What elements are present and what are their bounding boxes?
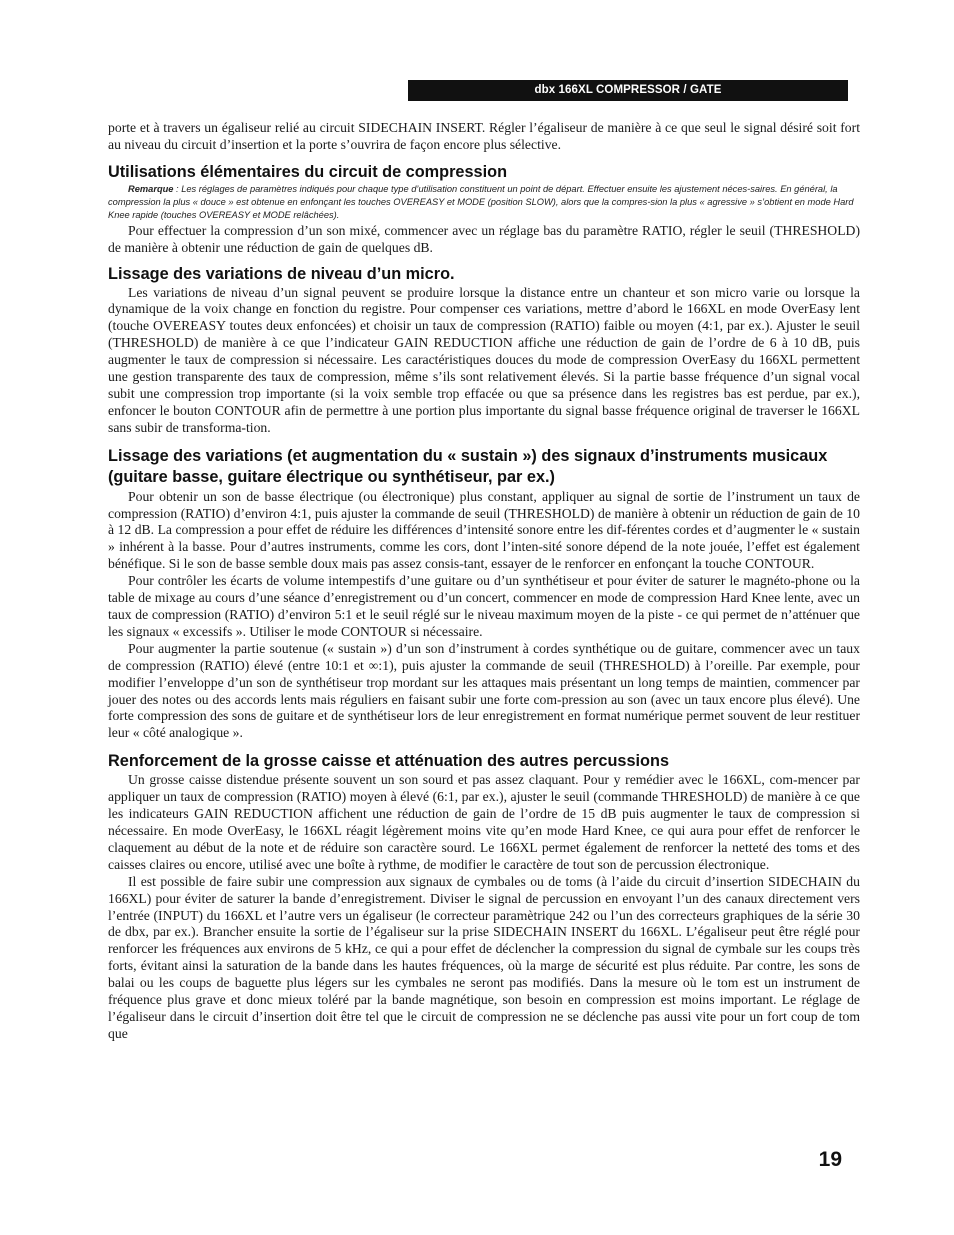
paragraph: Un grosse caisse distendue présente souvent un son sourd et pas assez claquant. Pour y remédier avec le 166XL, com-mencer par appliquer un taux de compression (RATIO) moyen à élevé (6:1, par ex.), ajuster le seuil (commande THRESHOLD) de manière à ce que les indicateurs GAIN REDUCTION affichent une réduction de gain de l’ordre de 15 dB puis augmenter le taux de compression si nécessaire. En mode OverEasy, le 166XL réagit légèrement moins vite qu’en mode Hard Knee, ce qui aura pour effet de renforcer le claquement au début de la note et de réduire son caractère sourd. Le 166XL permet également de renforcer la netteté des toms et des caisses claires ou encore, utilisé avec une boîte à rythme, de modifier le caractère de tout son de percussion électronique. — [108, 772, 860, 872]
paragraph: Pour augmenter la partie soutenue (« sustain ») d’un son d’instrument à cordes synthétique ou de guitare, commencer avec un taux de compression (RATIO) élevé (entre 10:1 et ∞:1), puis ajuster la commande de seuil (THRESHOLD) à l’oreille. Par exemple, pour modifier l’enveloppe d’un son de synthétiseur trop mordant sur les attaques mais présentant un long temps de maintien, commencer par jouer des notes ou des accords lents mais réguliers en faisant subir une forte com-pression au son (avec un taux encore plus élevé). Une forte compression des sons de guitare et de synthétiseur lors de leur enregistrement en format numérique permet souvent de leur restituer leur « côté analogique ». — [108, 640, 860, 741]
paragraph: Pour effectuer la compression d’un son mixé, commencer avec un réglage bas du paramètre RATIO, régler le seuil (THRESHOLD) de manière à obtenir une réduction de gain de quelques dB. — [108, 222, 860, 255]
paragraph: Pour obtenir un son de basse électrique (ou électronique) plus constant, appliquer au signal de sortie de l’instrument un taux de compression (RATIO) d’environ 4:1, puis ajuster la commande de seuil (THRESHOLD) de manière à obtenir un réduction de gain de 10 à 12 dB. La compression a pour effet de réduire les différences d’intensité sonore entre les dif-férentes cordes et d’augmenter le « sustain » inhérent à la basse. Pour d’autres instruments, comme les cors, dont l’inten-sité sonore dépend de la note jouée, l’effet est également bénéfique. Si le son de basse semble doux mais pas assez consis-tant, essayer de le renforcer en enfonçant la touche CONTOUR. — [108, 488, 860, 572]
remark-note — [108, 183, 860, 223]
page-body — [108, 120, 860, 1043]
page-number: 19 — [818, 1148, 842, 1171]
running-header: dbx 166XL COMPRESSOR / GATE — [408, 80, 848, 101]
remark-label: Remarque — [128, 183, 174, 194]
remark-text: : Les réglages de paramètres indiqués pour chaque type d’utilisation constituent un point de départ. Effectuer ensuite les ajustement néces-saires. En général, la compression la plus « douce » est obtenue en enfonçant les touches OVEREASY et MODE (position SLOW), alors que la compres-sion la plus « agressive » s’obtient en mode Hard Knee rapide (touches OVEREASY et MODE relâchées). — [108, 183, 854, 221]
paragraph: Les variations de niveau d’un signal peuvent se produire lorsque la distance entre un chanteur et son micro varie ou lorsque la dynamique de la voix change en fonction du registre. Pour compenser ces variations, mettre d’abord le 166XL en mode OverEasy lent (touche OVEREASY toutes deux enfoncées) et choisir un taux de compression (RATIO) faible ou moyen (4:1, par ex.). Ajuster le seuil (THRESHOLD) de manière à ce que l’indicateur GAIN REDUCTION affiche une réduction de gain de l’ordre de 6 à 10 dB, puis augmenter le taux de compression si nécessaire. Les caractéristiques douces du mode de compression OverEasy du 166XL permettent une gestion transparente des taux de compression, même s’ils sont relativement élevés. Si la partie basse fréquence d’un signal vocal subit une compression trop importante (si la voix semble trop effacée ou que sa présence dans les registres bas est perdue, par ex.), enfoncer le bouton CONTOUR afin de permettre à une portion plus importante du signal basse fréquence original de traverser le 166XL sans subir de transforma-tion. — [108, 284, 860, 435]
paragraph: Il est possible de faire subir une compression aux signaux de cymbales ou de toms (à l’aide du circuit d’insertion SIDECHAIN du 166XL) pour éviter de saturer la bande d’enregistrement. Diviser le signal de percussion en envoyant l’un des canaux directement vers l’entrée (INPUT) du 166XL et l’autre vers un égaliseur (le correcteur paramètrique 242 ou l’un des correcteurs graphiques de la série 30 de dbx, par ex.). Brancher ensuite la sortie de l’égaliseur sur la prise SIDECHAIN INSERT du 166XL. L’égaliseur peut être réglé pour renforcer les fréquences aux environs de 5 kHz, ce qui a pour effet de déclencher la compression du signal de cymbale sur les coups très forts, évitant ainsi la saturation de la bande dans les hautes fréquences, où la marge de sécurité est plus réduite. Par contre, les sons de balai ou les coups de baguette plus légers sur les cymbales ne seront pas modifiés. Dans la mesure où le tom est un instrument de fréquence plus grave et donc mieux toléré par la bande magnétique, son besoin en compression est moins important. Le réglage de l’égaliseur dans le circuit d’insertion doit être tel que le circuit de compression ne se déclenche pas aussi vite pour un fort coup de tom que — [108, 873, 860, 1041]
paragraph: Pour contrôler les écarts de volume intempestifs d’une guitare ou d’un synthétiseur et pour éviter de saturer le magnéto-phone ou la table de mixage au cours d’une séance d’enregistrement ou d’un concert, commencer en mode de compression Hard Knee lente, avec un taux de compression (RATIO) d’environ 5:1 et le seuil réglé sur le niveau maximum moyen de la piste - ce qui permet de n’atténuer que les signaux « excessifs ». Utiliser le mode CONTOUR si nécessaire. — [108, 573, 860, 639]
section-heading-compression-basics: Utilisations élémentaires du circuit de compression — [108, 162, 508, 181]
section-heading-kick-drum: Renforcement de la grosse caisse et atténuation des autres percussions — [108, 752, 669, 771]
section-heading-mic-level: Lissage des variations de niveau d’un micro. — [108, 264, 455, 283]
intro-paragraph: porte et à travers un égaliseur relié au circuit SIDECHAIN INSERT. Régler l’égaliseur de manière à ce que seul le signal désiré soit fort au niveau du circuit d’insertion et la porte s’ouvrira de façon encore plus sélective. — [108, 120, 860, 152]
section-heading-instruments: Lissage des variations (et augmentation du « sustain ») des signaux d’instruments musicaux (guitare basse, guitare électrique ou synthétiseur, par ex.) — [108, 446, 828, 487]
